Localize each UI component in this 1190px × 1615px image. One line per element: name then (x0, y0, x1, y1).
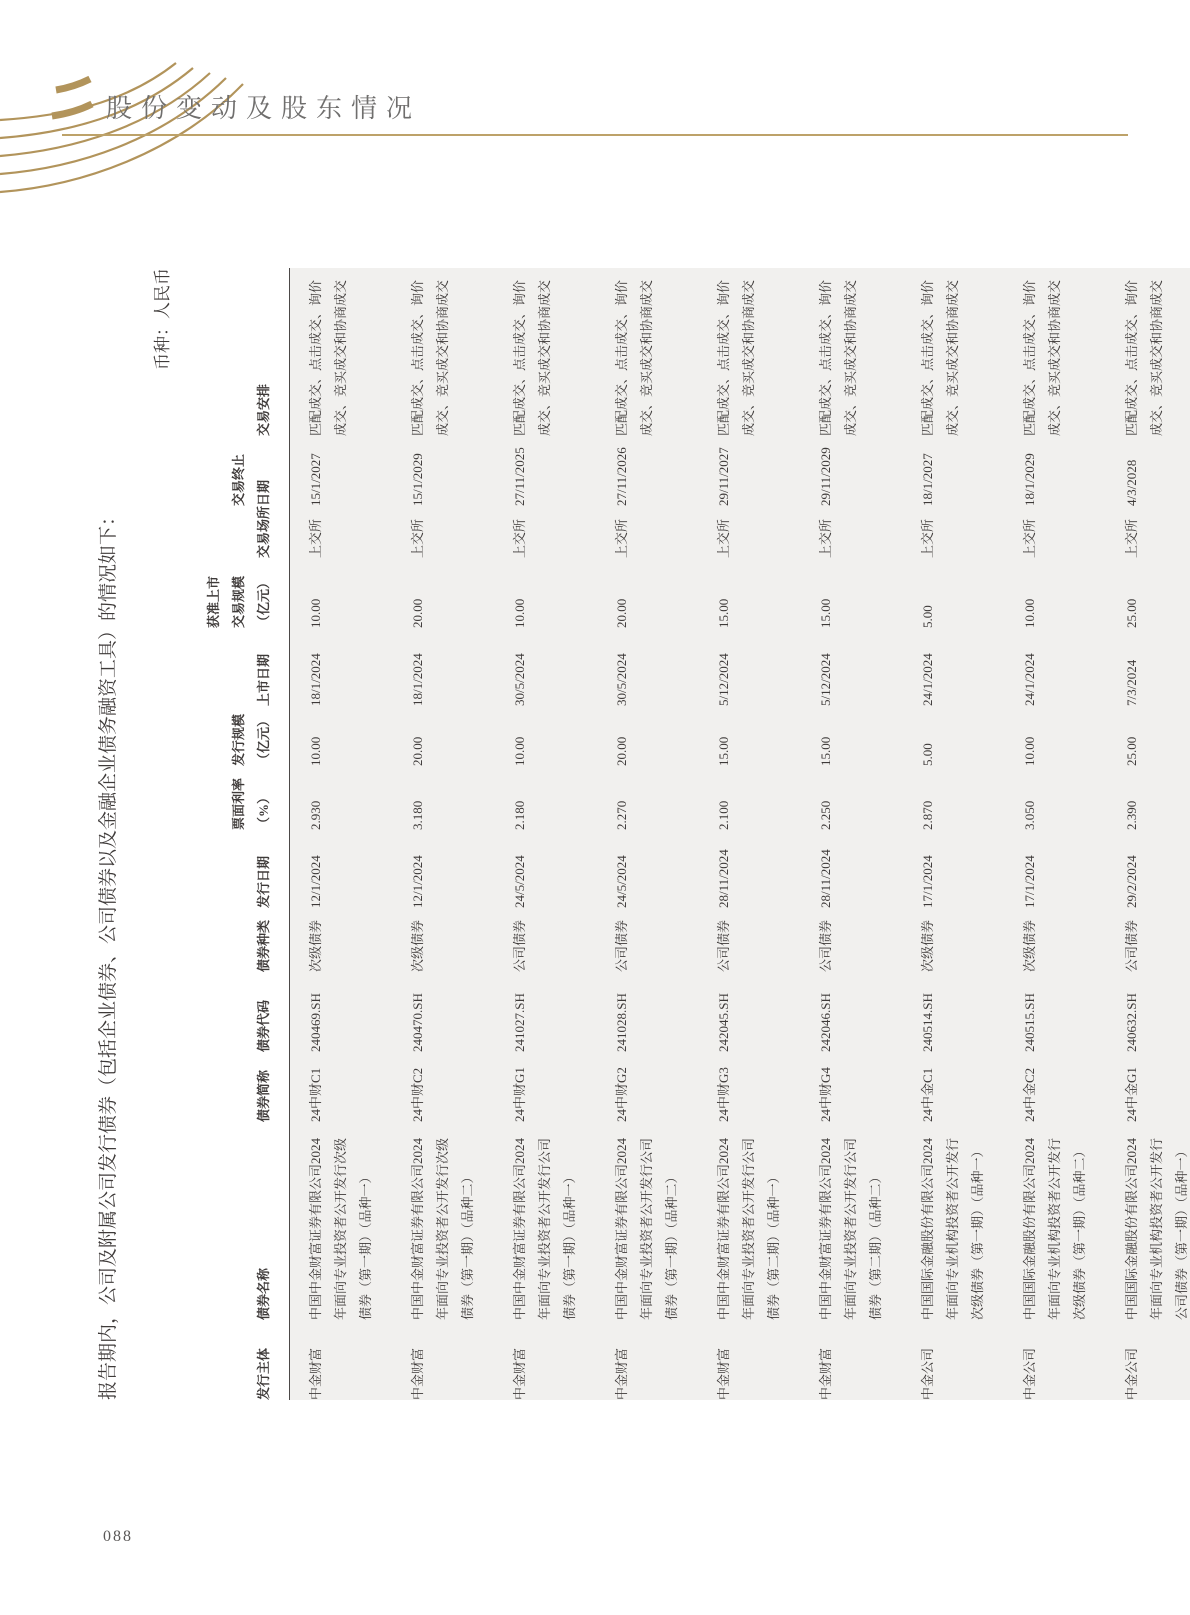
cell-venue: 上交所 (818, 518, 833, 558)
table-row (596, 268, 698, 1400)
cell-type: 次级债券 (308, 919, 323, 972)
cell-approved_size: 25.00 (1124, 598, 1139, 628)
cell-venue: 上交所 (1124, 518, 1139, 558)
cell-issuer: 中金财富 (716, 1347, 731, 1400)
table-header-row (201, 268, 290, 1400)
cell-type: 公司债券 (716, 919, 731, 972)
cell-type: 公司债券 (512, 919, 527, 972)
cell-issuer: 中金财富 (308, 1347, 323, 1400)
section-title: 股份变动及股东情况 (106, 94, 422, 123)
column-header-coupon_rate: 票面利率 （%） (201, 766, 290, 830)
table-row (1106, 268, 1190, 1400)
cell-short_name: 24中财C1 (308, 1067, 323, 1122)
cell-issue_date: 17/1/2024 (920, 855, 935, 908)
cell-coupon_rate: 2.390 (1124, 800, 1139, 830)
cell-issuer: 中金财富 (512, 1347, 527, 1400)
cell-name: 中国中金财富证券有限公司2024 年面向专业投资者公开发行公司 债券（第二期）（品种一） (716, 1137, 781, 1320)
table-row (290, 268, 393, 1400)
cell-issue_date: 28/11/2024 (716, 849, 731, 908)
cell-type: 公司债券 (1124, 919, 1139, 972)
cell-venue: 上交所 (920, 518, 935, 558)
cell-name: 中国国际金融股份有限公司2024 年面向专业机构投资者公开发行 次级债券（第一期）（品种一） (920, 1137, 985, 1320)
cell-issue_date: 12/1/2024 (308, 855, 323, 908)
cell-venue: 上交所 (1022, 518, 1037, 558)
cell-code: 242046.SH (818, 993, 833, 1052)
cell-issue_size: 10.00 (308, 736, 323, 766)
cell-name: 中国国际金融股份有限公司2024 年面向专业机构投资者公开发行 公司债券（第一期）（品种一） (1124, 1137, 1189, 1320)
cell-code: 241027.SH (512, 993, 527, 1052)
cell-code: 241028.SH (614, 993, 629, 1052)
cell-issue_size: 20.00 (614, 736, 629, 766)
cell-code: 240632.SH (1124, 993, 1139, 1052)
cell-arrangement: 匹配成交、点击成交、询价 成交、竞买成交和协商成交 (512, 279, 552, 436)
cell-termination_date: 18/1/2029 (1022, 453, 1037, 506)
cell-listing_date: 30/5/2024 (614, 653, 629, 706)
column-header-listing_date: 上市日期 (201, 628, 290, 706)
cell-issue_size: 10.00 (1022, 736, 1037, 766)
cell-type: 次级债券 (410, 919, 425, 972)
table-row (392, 268, 494, 1400)
cell-name: 中国中金财富证券有限公司2024 年面向专业投资者公开发行次级 债券（第一期）（品种一） (308, 1137, 373, 1320)
cell-issue_date: 24/5/2024 (614, 855, 629, 908)
cell-approved_size: 20.00 (614, 598, 629, 628)
cell-listing_date: 7/3/2024 (1124, 659, 1139, 706)
cell-issuer: 中金财富 (818, 1347, 833, 1400)
cell-approved_size: 20.00 (410, 598, 425, 628)
cell-listing_date: 18/1/2024 (410, 653, 425, 706)
cell-issue_date: 17/1/2024 (1022, 855, 1037, 908)
cell-issuer: 中金财富 (410, 1347, 425, 1400)
cell-issue_date: 24/5/2024 (512, 855, 527, 908)
column-header-issue_date: 发行日期 (201, 830, 290, 908)
cell-short_name: 24中金C1 (920, 1067, 935, 1122)
rotated-landscape-content (95, 268, 1189, 1400)
cell-short_name: 24中金C2 (1022, 1067, 1037, 1122)
cell-coupon_rate: 2.180 (512, 800, 527, 830)
cell-termination_date: 18/1/2027 (920, 453, 935, 506)
cell-name: 中国中金财富证券有限公司2024 年面向专业投资者公开发行次级 债券（第一期）（品种二） (410, 1137, 475, 1320)
cell-listing_date: 30/5/2024 (512, 653, 527, 706)
cell-short_name: 24中金G1 (1124, 1067, 1139, 1122)
cell-arrangement: 匹配成交、点击成交、询价 成交、竞买成交和协商成交 (920, 279, 960, 436)
cell-issuer: 中金财富 (614, 1347, 629, 1400)
cell-code: 240469.SH (308, 993, 323, 1052)
column-header-type: 债券种类 (201, 908, 290, 972)
cell-arrangement: 匹配成交、点击成交、询价 成交、竞买成交和协商成交 (1022, 279, 1062, 436)
column-header-approved_size: 获准上市 交易规模 （亿元） (201, 558, 290, 628)
column-header-code: 债券代码 (201, 972, 290, 1052)
table-row (902, 268, 1004, 1400)
cell-issuer: 中金公司 (920, 1347, 935, 1400)
cell-issue_date: 28/11/2024 (818, 849, 833, 908)
cell-approved_size: 10.00 (512, 598, 527, 628)
cell-name: 中国中金财富证券有限公司2024 年面向专业投资者公开发行公司 债券（第一期）（品种二） (614, 1137, 679, 1320)
cell-termination_date: 15/1/2027 (308, 453, 323, 506)
cell-coupon_rate: 2.270 (614, 800, 629, 830)
cell-approved_size: 10.00 (1022, 598, 1037, 628)
cell-listing_date: 5/12/2024 (818, 653, 833, 706)
page-number: 088 (103, 1528, 133, 1545)
cell-approved_size: 15.00 (818, 598, 833, 628)
cell-issuer: 中金公司 (1124, 1347, 1139, 1400)
cell-short_name: 24中财G3 (716, 1067, 731, 1122)
currency-note: 币种：人民币 (153, 268, 172, 370)
cell-issue_size: 15.00 (818, 736, 833, 766)
column-header-arrangement: 交易安排 (201, 268, 290, 436)
table-row (698, 268, 800, 1400)
cell-termination_date: 29/11/2027 (716, 447, 731, 506)
cell-code: 240470.SH (410, 993, 425, 1052)
cell-type: 公司债券 (818, 919, 833, 972)
table-row (1004, 268, 1106, 1400)
cell-arrangement: 匹配成交、点击成交、询价 成交、竞买成交和协商成交 (614, 279, 654, 436)
cell-arrangement: 匹配成交、点击成交、询价 成交、竞买成交和协商成交 (308, 279, 348, 436)
cell-code: 240515.SH (1022, 993, 1037, 1052)
cell-arrangement: 匹配成交、点击成交、询价 成交、竞买成交和协商成交 (818, 279, 858, 436)
bond-issuance-table (201, 268, 1190, 1400)
cell-coupon_rate: 2.250 (818, 800, 833, 830)
cell-venue: 上交所 (308, 518, 323, 558)
intro-text: 报告期内，公司及附属公司发行债券（包括企业债券、公司债券以及金融企业债务融资工具）的情况如下： (98, 506, 119, 1400)
cell-short_name: 24中财G1 (512, 1067, 527, 1122)
cell-venue: 上交所 (614, 518, 629, 558)
cell-arrangement: 匹配成交、点击成交、询价 成交、竞买成交和协商成交 (716, 279, 756, 436)
cell-name: 中国国际金融股份有限公司2024 年面向专业机构投资者公开发行 次级债券（第一期）（品种二） (1022, 1137, 1087, 1320)
cell-termination_date: 15/1/2029 (410, 453, 425, 506)
column-header-issuer: 发行主体 (201, 1320, 290, 1400)
cell-code: 242045.SH (716, 993, 731, 1052)
cell-approved_size: 15.00 (716, 598, 731, 628)
column-header-name: 债券名称 (201, 1122, 290, 1320)
cell-type: 次级债券 (1022, 919, 1037, 972)
cell-termination_date: 4/3/2028 (1124, 459, 1139, 506)
cell-coupon_rate: 3.180 (410, 800, 425, 830)
cell-approved_size: 5.00 (920, 605, 935, 628)
table-row (800, 268, 902, 1400)
cell-arrangement: 匹配成交、点击成交、询价 成交、竞买成交和协商成交 (1124, 279, 1164, 436)
cell-listing_date: 24/1/2024 (920, 653, 935, 706)
cell-name: 中国中金财富证券有限公司2024 年面向专业投资者公开发行公司 债券（第一期）（品种一） (512, 1137, 577, 1320)
column-header-short_name: 债券简称 (201, 1052, 290, 1122)
cell-type: 次级债券 (920, 919, 935, 972)
cell-name: 中国中金财富证券有限公司2024 年面向专业投资者公开发行公司 债券（第二期）（品种二） (818, 1137, 883, 1320)
cell-issuer: 中金公司 (1022, 1347, 1037, 1400)
cell-termination_date: 29/11/2029 (818, 447, 833, 506)
cell-coupon_rate: 3.050 (1022, 800, 1037, 830)
cell-approved_size: 10.00 (308, 598, 323, 628)
cell-listing_date: 5/12/2024 (716, 653, 731, 706)
cell-listing_date: 18/1/2024 (308, 653, 323, 706)
cell-type: 公司债券 (614, 919, 629, 972)
cell-issue_size: 20.00 (410, 736, 425, 766)
cell-termination_date: 27/11/2025 (512, 447, 527, 506)
cell-issue_size: 15.00 (716, 736, 731, 766)
cell-issue_date: 12/1/2024 (410, 855, 425, 908)
cell-listing_date: 24/1/2024 (1022, 653, 1037, 706)
column-header-venue: 交易场所 (201, 506, 290, 558)
header-divider (62, 134, 1128, 136)
cell-venue: 上交所 (716, 518, 731, 558)
cell-termination_date: 27/11/2026 (614, 447, 629, 506)
cell-code: 240514.SH (920, 993, 935, 1052)
cell-short_name: 24中财G2 (614, 1067, 629, 1122)
cell-coupon_rate: 2.930 (308, 800, 323, 830)
cell-short_name: 24中财G4 (818, 1067, 833, 1122)
cell-issue_date: 29/2/2024 (1124, 855, 1139, 908)
column-header-issue_size: 发行规模 （亿元） (201, 706, 290, 766)
cell-issue_size: 5.00 (920, 743, 935, 766)
cell-issue_size: 25.00 (1124, 736, 1139, 766)
cell-coupon_rate: 2.100 (716, 800, 731, 830)
column-header-termination_date: 交易终止 日期 (201, 436, 290, 506)
cell-venue: 上交所 (410, 518, 425, 558)
table-row (494, 268, 596, 1400)
cell-issue_size: 10.00 (512, 736, 527, 766)
cell-venue: 上交所 (512, 518, 527, 558)
cell-arrangement: 匹配成交、点击成交、询价 成交、竞买成交和协商成交 (410, 279, 450, 436)
cell-coupon_rate: 2.870 (920, 800, 935, 830)
cell-short_name: 24中财C2 (410, 1067, 425, 1122)
